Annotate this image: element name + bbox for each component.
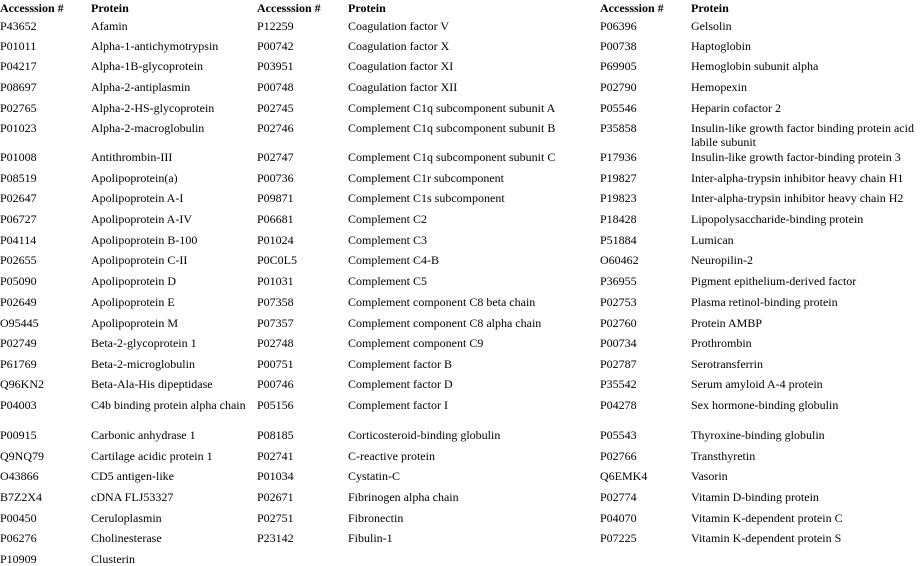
accession-cell: Q9NQ79	[0, 449, 44, 463]
protein-cell: Complement C3	[348, 233, 427, 247]
accession-cell: P04003	[0, 398, 37, 412]
accession-cell: P10909	[0, 552, 37, 566]
protein-cell: Clusterin	[91, 552, 135, 566]
protein-cell: Complement C1q subcomponent subunit A	[348, 101, 556, 115]
accession-cell: P0C0L5	[257, 253, 298, 267]
protein-cell: Serum amyloid A-4 protein	[691, 377, 823, 391]
accession-cell: P02747	[257, 150, 294, 164]
accession-cell: Q96KN2	[0, 377, 44, 391]
protein-cell: Gelsolin	[691, 19, 732, 33]
accession-cell: P07225	[600, 531, 637, 545]
protein-cell: Fibronectin	[348, 511, 404, 525]
protein-cell: Inter-alpha-trypsin inhibitor heavy chain H1	[691, 171, 904, 185]
accession-cell: P12259	[257, 19, 294, 33]
accession-cell: P09871	[257, 191, 294, 205]
protein-cell: Sex hormone-binding globulin	[691, 398, 839, 412]
protein-cell: Neuropilin-2	[691, 253, 753, 267]
accession-cell: P02753	[600, 295, 637, 309]
accession-cell: P00748	[257, 80, 294, 94]
accession-cell: P06681	[257, 212, 294, 226]
protein-cell: Antithrombin-III	[91, 150, 173, 164]
accession-cell: P02745	[257, 101, 294, 115]
protein-cell: Beta-2-microglobulin	[91, 357, 195, 371]
protein-cell: Cartilage acidic protein 1	[91, 449, 213, 463]
protein-cell: Alpha-2-HS-glycoprotein	[91, 101, 215, 115]
accession-cell: P18428	[600, 212, 637, 226]
protein-cell: C-reactive protein	[348, 449, 435, 463]
accession-cell: P08519	[0, 171, 37, 185]
protein-cell: Apolipoprotein E	[91, 295, 175, 309]
header-accession: Accesssion #	[257, 1, 321, 15]
accession-cell: P23142	[257, 531, 294, 545]
protein-cell: Vasorin	[691, 469, 728, 483]
protein-cell: Complement component C9	[348, 336, 484, 350]
accession-cell: P01011	[0, 39, 37, 53]
protein-cell: Ceruloplasmin	[91, 511, 162, 525]
accession-cell: P02647	[0, 191, 37, 205]
protein-cell: Complement component C8 beta chain	[348, 295, 536, 309]
protein-cell: Beta-2-glycoprotein 1	[91, 336, 197, 350]
accession-cell: P04070	[600, 511, 637, 525]
protein-cell: CD5 antigen-like	[91, 469, 174, 483]
accession-cell: P02787	[600, 357, 637, 371]
accession-cell: P06276	[0, 531, 37, 545]
protein-cell: Complement C1r subcomponent	[348, 171, 504, 185]
protein-cell: Apolipoprotein D	[91, 274, 176, 288]
protein-cell: Vitamin D-binding protein	[691, 490, 819, 504]
protein-cell: Complement C1q subcomponent subunit C	[348, 150, 556, 164]
protein-cell: Complement C2	[348, 212, 427, 226]
protein-cell: Insulin-like growth factor-binding protein 3	[691, 150, 901, 164]
accession-cell: O60462	[600, 253, 639, 267]
header-protein: Protein	[91, 1, 129, 15]
protein-cell: Apolipoprotein C-II	[91, 253, 188, 267]
protein-cell: Apolipoprotein A-I	[91, 191, 184, 205]
protein-cell: Hemoglobin subunit alpha	[691, 59, 819, 73]
accession-cell: P35542	[600, 377, 637, 391]
protein-cell: Lumican	[691, 233, 734, 247]
accession-cell: P00746	[257, 377, 294, 391]
accession-cell: O95445	[0, 316, 39, 330]
protein-cell: Complement C1q subcomponent subunit B	[348, 121, 556, 135]
protein-cell: Apolipoprotein B-100	[91, 233, 198, 247]
accession-cell: P19823	[600, 191, 637, 205]
protein-cell: Carbonic anhydrase 1	[91, 428, 196, 442]
accession-cell: P02748	[257, 336, 294, 350]
accession-cell: P51884	[600, 233, 637, 247]
protein-cell: Transthyretin	[691, 449, 756, 463]
protein-cell: Inter-alpha-trypsin inhibitor heavy chain H2	[691, 191, 904, 205]
protein-cell: C4b binding protein alpha chain	[91, 398, 246, 412]
accession-cell: P02760	[600, 316, 637, 330]
protein-cell: cDNA FLJ53327	[91, 490, 174, 504]
protein-cell: Serotransferrin	[691, 357, 763, 371]
protein-cell: Haptoglobin	[691, 39, 751, 53]
protein-cell: Afamin	[91, 19, 128, 33]
accession-cell: P17936	[600, 150, 637, 164]
protein-cell: Insulin-like growth factor binding protein acid labile subunit	[691, 121, 914, 149]
accession-cell: O43866	[0, 469, 39, 483]
accession-cell: P02749	[0, 336, 37, 350]
accession-cell: P06727	[0, 212, 37, 226]
accession-cell: P61769	[0, 357, 37, 371]
accession-cell: P02741	[257, 449, 294, 463]
accession-cell: P43652	[0, 19, 37, 33]
accession-cell: P08185	[257, 428, 294, 442]
protein-cell: Apolipoprotein M	[91, 316, 178, 330]
protein-cell: Alpha-2-macroglobulin	[91, 121, 205, 135]
protein-cell: Complement C4-B	[348, 253, 439, 267]
protein-cell: Vitamin K-dependent protein S	[691, 531, 842, 545]
protein-cell: Cystatin-C	[348, 469, 401, 483]
protein-cell: Lipopolysaccharide-binding protein	[691, 212, 864, 226]
protein-cell: Alpha-2-antiplasmin	[91, 80, 191, 94]
protein-cell: Coagulation factor XII	[348, 80, 458, 94]
protein-cell: Coagulation factor V	[348, 19, 450, 33]
protein-cell: Prothrombin	[691, 336, 752, 350]
header-protein: Protein	[348, 1, 386, 15]
protein-cell: Coagulation factor XI	[348, 59, 454, 73]
protein-cell: Alpha-1-antichymotrypsin	[91, 39, 219, 53]
protein-cell: Alpha-1B-glycoprotein	[91, 59, 203, 73]
protein-cell: Vitamin K-dependent protein C	[691, 511, 843, 525]
protein-cell: Heparin cofactor 2	[691, 101, 781, 115]
accession-cell: P02649	[0, 295, 37, 309]
accession-cell: P02765	[0, 101, 37, 115]
protein-cell: Complement factor D	[348, 377, 453, 391]
protein-cell: Cholinesterase	[91, 531, 162, 545]
accession-cell: P01023	[0, 121, 37, 135]
protein-cell: Plasma retinol-binding protein	[691, 295, 838, 309]
accession-cell: P00738	[600, 39, 637, 53]
accession-cell: P00450	[0, 511, 37, 525]
protein-cell: Complement factor I	[348, 398, 448, 412]
protein-cell: Pigment epithelium-derived factor	[691, 274, 857, 288]
accession-cell: P04217	[0, 59, 37, 73]
accession-cell: P05543	[600, 428, 637, 442]
accession-cell: P00915	[0, 428, 37, 442]
protein-cell: Apolipoprotein A-IV	[91, 212, 192, 226]
protein-cell: Coagulation factor X	[348, 39, 450, 53]
accession-cell: P04278	[600, 398, 637, 412]
accession-cell: P35858	[600, 121, 637, 135]
protein-cell: Complement factor B	[348, 357, 452, 371]
accession-cell: P01008	[0, 150, 37, 164]
protein-cell: Fibrinogen alpha chain	[348, 490, 459, 504]
protein-cell: Complement component C8 alpha chain	[348, 316, 542, 330]
accession-cell: P02790	[600, 80, 637, 94]
accession-cell: P02774	[600, 490, 637, 504]
accession-cell: P03951	[257, 59, 294, 73]
accession-cell: P02671	[257, 490, 294, 504]
accession-cell: P00742	[257, 39, 294, 53]
accession-cell: P07357	[257, 316, 294, 330]
protein-cell: Complement C5	[348, 274, 427, 288]
accession-cell: P02766	[600, 449, 637, 463]
accession-cell: P08697	[0, 80, 37, 94]
accession-cell: P01031	[257, 274, 294, 288]
header-protein: Protein	[691, 1, 729, 15]
accession-cell: P01024	[257, 233, 294, 247]
accession-cell: P00751	[257, 357, 294, 371]
protein-cell: Apolipoprotein(a)	[91, 171, 178, 185]
accession-cell: P69905	[600, 59, 637, 73]
accession-cell: P05090	[0, 274, 37, 288]
accession-cell: Q6EMK4	[600, 469, 648, 483]
accession-cell: P05156	[257, 398, 294, 412]
protein-cell: Complement C1s subcomponent	[348, 191, 505, 205]
header-accession: Accesssion #	[600, 1, 664, 15]
accession-cell: P02746	[257, 121, 294, 135]
accession-cell: P06396	[600, 19, 637, 33]
accession-cell: B7Z2X4	[0, 490, 42, 504]
accession-cell: P36955	[600, 274, 637, 288]
protein-cell: Thyroxine-binding globulin	[691, 428, 825, 442]
protein-cell: Corticosteroid-binding globulin	[348, 428, 501, 442]
accession-cell: P19827	[600, 171, 637, 185]
accession-cell: P04114	[0, 233, 37, 247]
accession-cell: P01034	[257, 469, 294, 483]
accession-cell: P05546	[600, 101, 637, 115]
accession-cell: P00736	[257, 171, 294, 185]
accession-cell: P07358	[257, 295, 294, 309]
header-accession: Accesssion #	[0, 1, 64, 15]
protein-cell: Hemopexin	[691, 80, 747, 94]
protein-cell: Beta-Ala-His dipeptidase	[91, 377, 213, 391]
protein-cell: Protein AMBP	[691, 316, 763, 330]
protein-cell: Fibulin-1	[348, 531, 393, 545]
accession-cell: P02751	[257, 511, 294, 525]
accession-cell: P00734	[600, 336, 637, 350]
accession-cell: P02655	[0, 253, 37, 267]
